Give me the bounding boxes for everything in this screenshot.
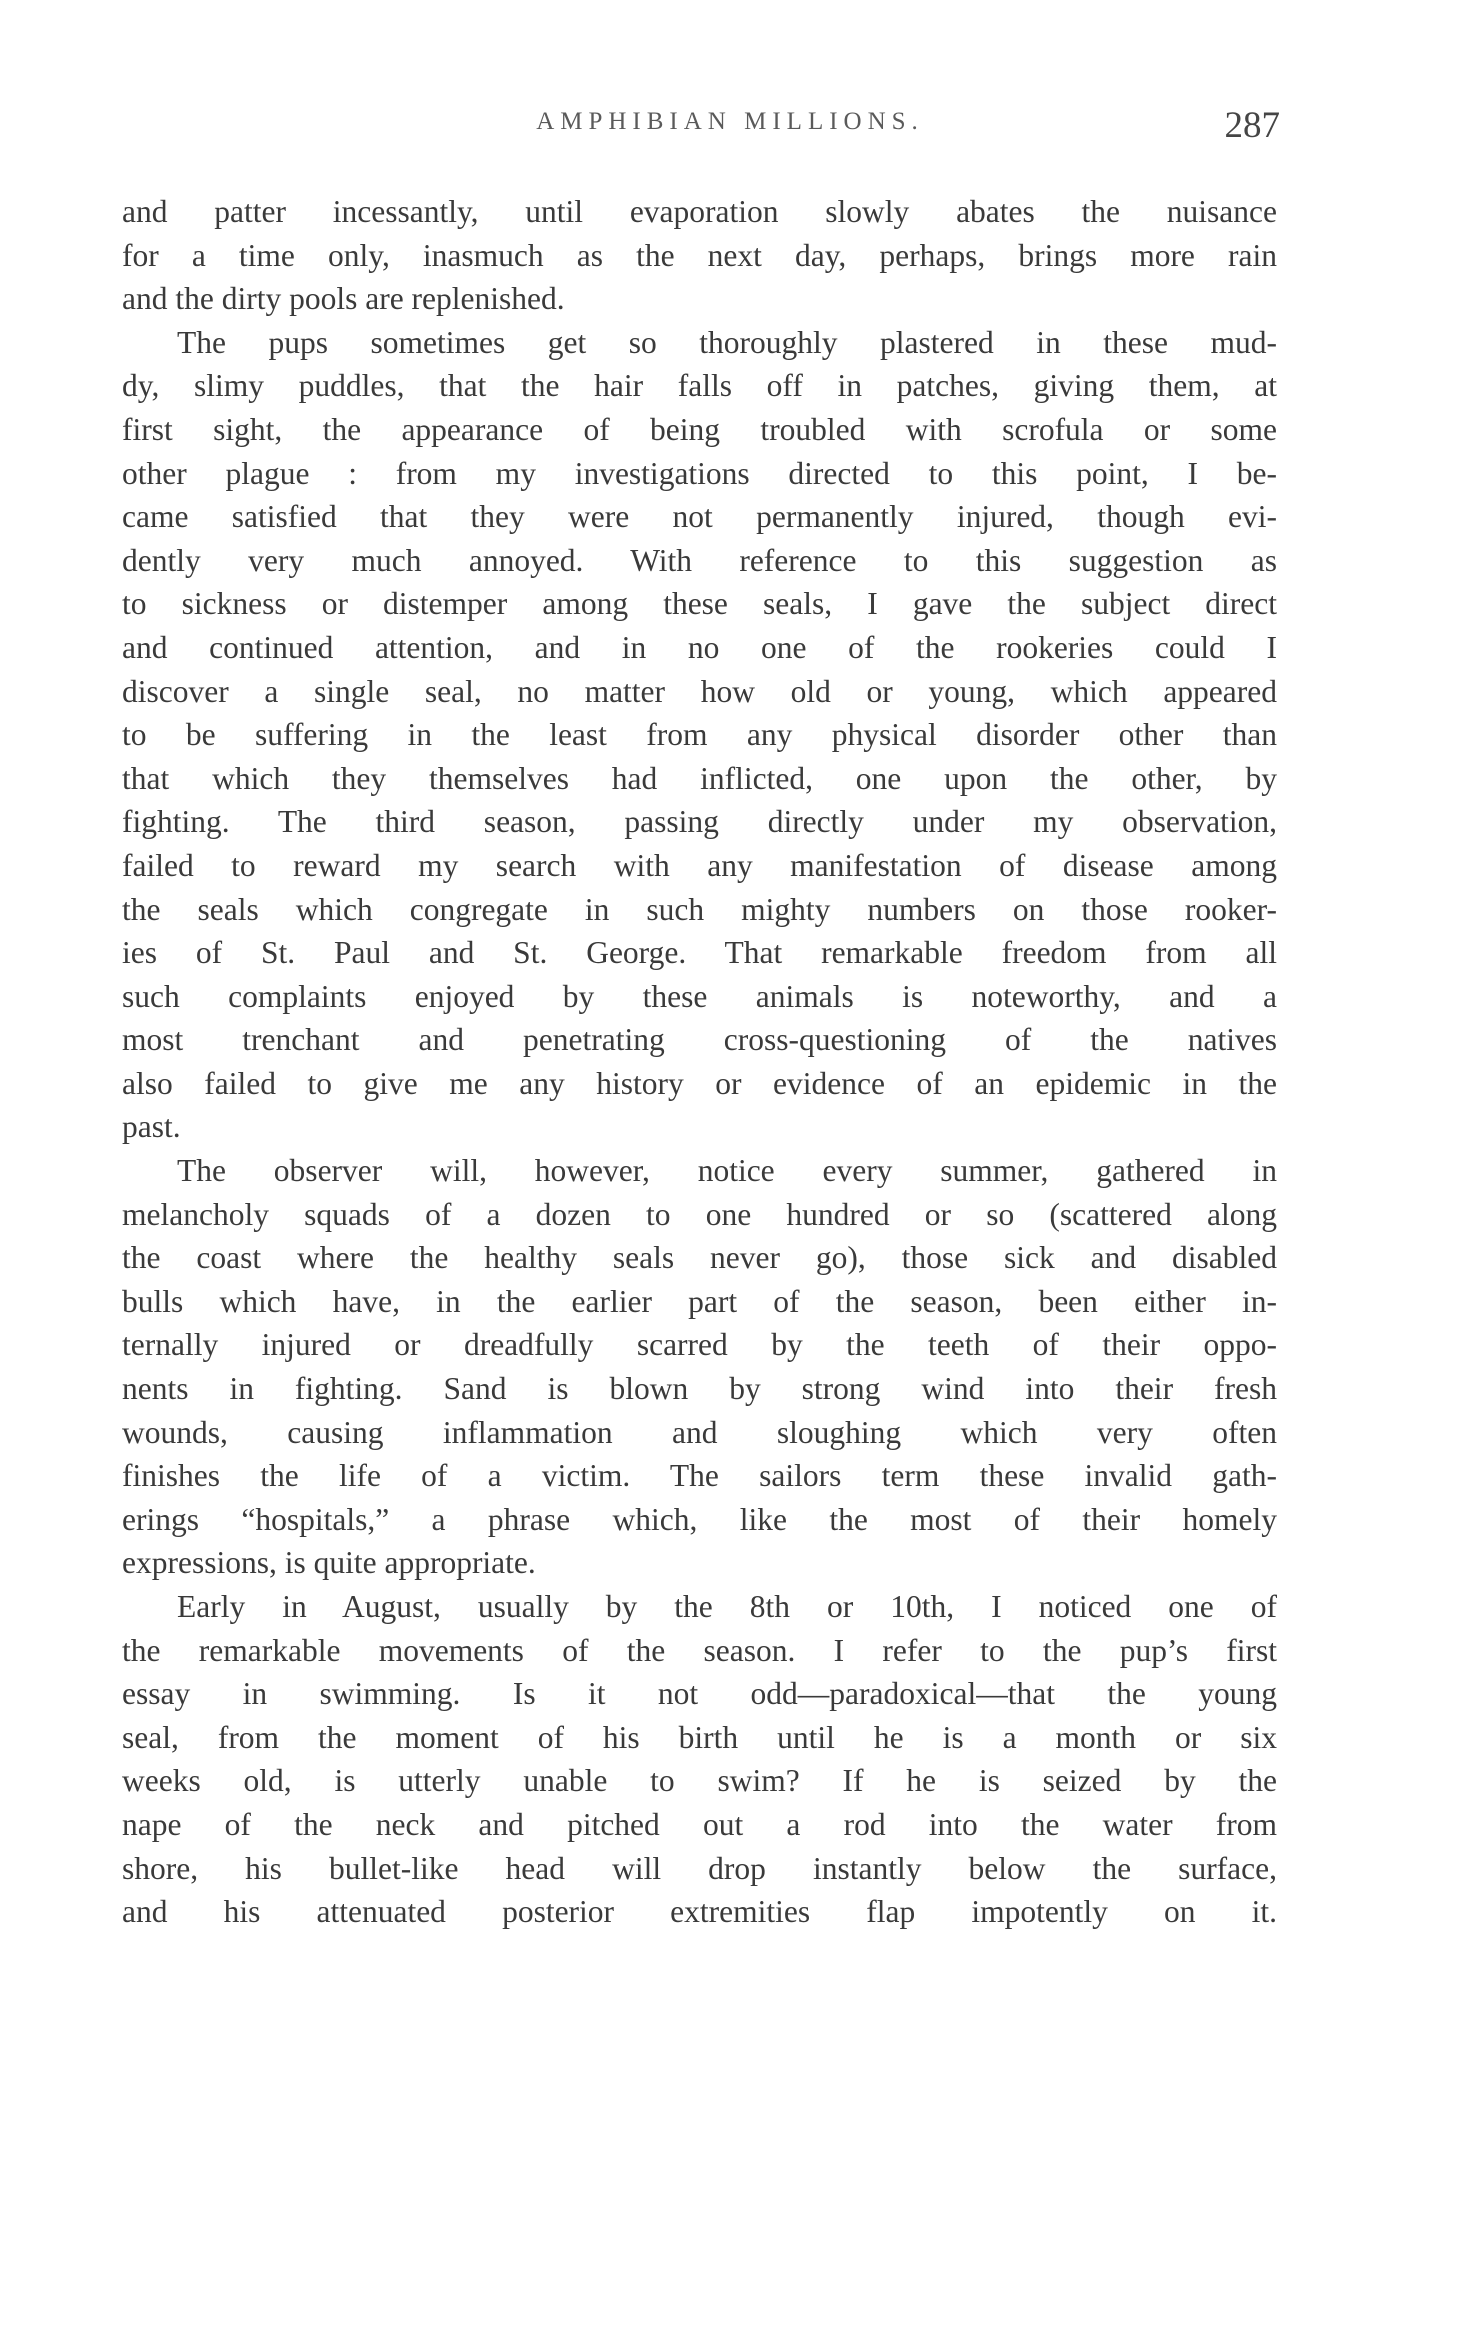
text-line: came satisfied that they were not permanently injured, though evi- <box>122 499 1277 535</box>
text-line: expressions, is quite appropriate. <box>122 1545 536 1581</box>
text-line: erings “hospitals,” a phrase which, like the most of their homely <box>122 1501 1277 1537</box>
text-line: ies of St. Paul and St. George. That remarkable freedom from all <box>122 935 1277 971</box>
text-line: and the dirty pools are replenished. <box>122 281 565 317</box>
text-line: fighting. The third season, passing directly under my observation, <box>122 804 1277 840</box>
text-line: for a time only, inasmuch as the next day, perhaps, brings more rain <box>122 237 1277 273</box>
text-line: wounds, causing inflammation and sloughing which very often <box>122 1414 1277 1450</box>
text-line: other plague : from my investigations directed to this point, I be- <box>122 455 1277 491</box>
text-line: essay in swimming. Is it not odd—paradoxical—that the young <box>122 1676 1277 1712</box>
page-number: 287 <box>1224 105 1280 146</box>
running-head: AMPHIBIAN MILLIONS. <box>536 108 924 135</box>
text-line: also failed to give me any history or evidence of an epidemic in the <box>122 1065 1277 1101</box>
text-line: discover a single seal, no matter how old or young, which appeared <box>122 673 1277 709</box>
text-line: nents in fighting. Sand is blown by strong wind into their fresh <box>122 1371 1277 1407</box>
text-line: The pups sometimes get so thoroughly plastered in these mud- <box>177 324 1277 360</box>
text-line: first sight, the appearance of being troubled with scrofula or some <box>122 411 1277 447</box>
text-line: and patter incessantly, until evaporation slowly abates the nuisance <box>122 194 1277 229</box>
text-line: dently very much annoyed. With reference to this suggestion as <box>122 542 1277 578</box>
text-line: the seals which congregate in such mighty numbers on those rooker- <box>122 891 1277 927</box>
page-header <box>180 105 1280 158</box>
text-line: the coast where the healthy seals never go), those sick and disabled <box>122 1240 1277 1276</box>
text-line: such complaints enjoyed by these animals is noteworthy, and a <box>122 978 1277 1014</box>
text-line: shore, his bullet-like head will drop instantly below the surface, <box>122 1850 1277 1886</box>
text-line: and his attenuated posterior extremities flap impotently on it. <box>122 1894 1277 1930</box>
text-line: weeks old, is utterly unable to swim? If he is seized by the <box>122 1763 1277 1799</box>
text-line: ternally injured or dreadfully scarred by the teeth of their oppo- <box>122 1327 1277 1363</box>
text-line: to sickness or distemper among these seals, I gave the subject direct <box>122 586 1277 622</box>
text-line: to be suffering in the least from any physical disorder other than <box>122 717 1277 753</box>
text-line: bulls which have, in the earlier part of the season, been either in- <box>122 1283 1277 1319</box>
text-line: The observer will, however, notice every summer, gathered in <box>177 1153 1277 1189</box>
body-text <box>122 190 1277 1934</box>
text-line: finishes the life of a victim. The sailors term these invalid gath- <box>122 1458 1277 1494</box>
text-line: most trenchant and penetrating cross-questioning of the natives <box>122 1022 1277 1058</box>
text-line: nape of the neck and pitched out a rod into the water from <box>122 1806 1277 1842</box>
text-line: failed to reward my search with any manifestation of disease among <box>122 847 1277 883</box>
text-line: that which they themselves had inflicted, one upon the other, by <box>122 760 1277 796</box>
text-line: and continued attention, and in no one of the rookeries could I <box>122 629 1277 665</box>
text-line: past. <box>122 1109 181 1145</box>
text-line: dy, slimy puddles, that the hair falls off in patches, giving them, at <box>122 368 1277 404</box>
text-line: Early in August, usually by the 8th or 10th, I noticed one of <box>177 1589 1277 1624</box>
text-line: melancholy squads of a dozen to one hundred or so (scattered along <box>122 1196 1277 1232</box>
text-line: the remarkable movements of the season. I refer to the pup’s first <box>122 1632 1277 1668</box>
text-line: seal, from the moment of his birth until he is a month or six <box>122 1719 1277 1755</box>
